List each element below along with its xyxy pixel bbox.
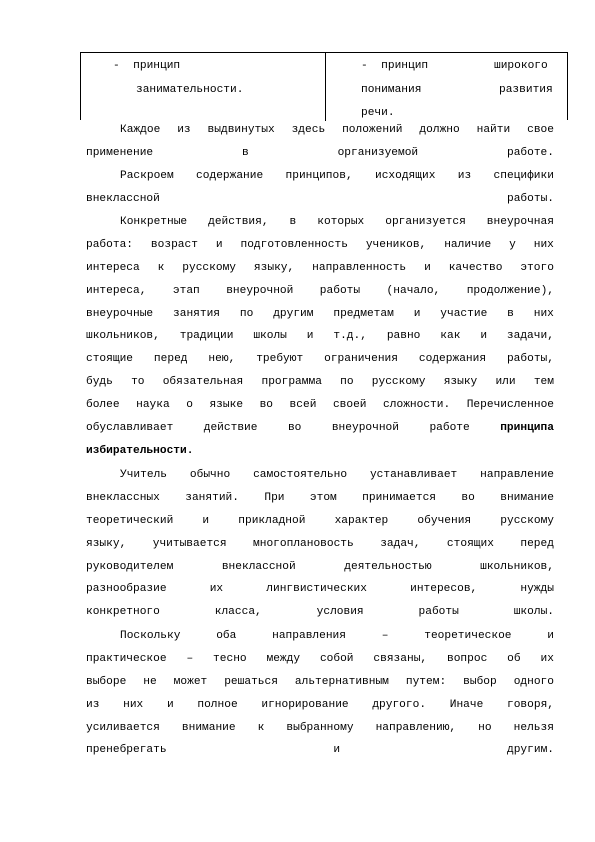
word: внеурочной [331,422,399,435]
text-line [86,694,554,717]
line-words [86,257,554,280]
word: языке [209,399,244,412]
text-line [86,440,554,463]
word: прикладной [238,514,306,527]
word: полное [197,698,238,711]
word: Поскольку [120,630,181,642]
line-words [86,510,554,533]
word: Раскроем [120,170,174,182]
word: между [266,652,301,665]
line-words [86,303,554,326]
text-line [86,142,554,165]
word: работы, [506,353,554,366]
word: Конкретные [120,216,188,228]
word: внимание [500,491,554,504]
word: их [209,583,224,596]
word: и [547,630,554,642]
word: к [257,721,265,734]
word: действия, [208,216,269,228]
line-words [120,625,554,648]
word: по [239,307,254,320]
word: во [259,399,274,412]
word: нельзя [513,721,554,734]
word: разнообразие [86,583,167,596]
word: внеклассной работы. [86,192,554,205]
text-line [86,487,554,510]
word: предметам [333,307,394,320]
word: них [533,307,554,320]
table-column-divider [325,53,326,121]
word: сложности. [383,399,451,412]
word: выбор [463,675,497,688]
word: При [264,491,285,504]
word: найти [476,124,511,136]
word: Перечисленное [466,399,554,412]
word: об [507,652,521,665]
word: но [478,721,492,734]
line-words [86,394,554,417]
line-words [86,188,554,211]
paragraph-1 [86,119,554,165]
text-line [86,648,554,671]
word: должно [419,124,460,136]
word: занятий. [185,491,239,504]
word: школьников, [86,330,160,343]
word: интереса [86,261,140,274]
word: своей [332,399,367,412]
text-line [86,671,554,694]
word: из [86,698,100,711]
text-line [86,234,554,257]
word: в [289,216,297,228]
word: качество [448,261,503,274]
word: путем: [405,675,447,688]
word: перед [520,537,554,550]
word: внеурочной [226,284,294,297]
word: учитывается [152,537,227,550]
word: характер [334,514,389,527]
word: или [495,376,516,389]
word: многоплановость [253,537,354,550]
principles-table [80,52,568,120]
word: не [143,675,157,688]
word: Каждое [120,124,161,136]
word: интереса, [86,284,147,297]
word: альтернативным [294,675,389,688]
word: обычно [189,469,231,481]
word: традиции [179,330,234,343]
word: нею, [208,353,236,366]
text-line [86,325,554,348]
word: решаться [224,675,278,688]
word: русскому [500,514,554,527]
text-line [86,625,554,648]
word: внимание [181,721,236,734]
word: содержание [196,170,264,182]
word: русскому [182,261,236,274]
line-words [120,119,554,142]
word: к [157,261,165,274]
word: оба [216,630,237,642]
word: них [533,238,554,251]
word: и [202,514,210,527]
word: обязательная [162,376,244,389]
word: школы [253,330,287,343]
word: говоря, [507,698,554,711]
word: принципов, [285,170,353,182]
text-line [86,717,554,740]
word: стоящих [446,537,494,550]
word: русскому [371,376,426,389]
word: языку, [86,537,127,550]
word: другим [273,307,314,320]
word: пренебрегать и другим. [86,744,554,757]
line-words [86,280,554,303]
word: в [507,307,514,320]
right-cell-line2-b: развития [499,84,553,96]
text-line [86,211,554,234]
word: направленность [312,261,407,274]
word: внеурочная [486,216,554,228]
word: и [166,698,174,711]
line-words [86,739,554,762]
word: выборе [86,675,127,688]
line-words [86,578,554,601]
word: программа [261,376,322,389]
text-line [86,464,554,487]
word: всей [289,399,317,412]
word: положений [342,124,403,136]
line-words [86,694,554,717]
word: задачи, [506,330,554,343]
text-line [86,371,554,394]
word: равно [386,330,421,343]
line-words [86,671,554,694]
word: у [509,238,516,251]
word: во [461,491,475,504]
word: Иначе [449,698,484,711]
word: о [186,399,193,412]
word: участие [440,307,488,320]
word: лингвистических [266,583,367,596]
word: во [287,422,302,435]
word: языку [443,376,478,389]
bold-word: избирательности. [86,444,194,457]
text-line [86,417,554,440]
line-words [86,717,554,740]
word: действие [203,422,258,435]
word: т.д., [333,330,367,343]
word: направления [272,630,346,642]
word: как [440,330,461,343]
word: руководителем [86,560,174,573]
word: направлению, [375,721,457,734]
word: то [131,376,145,389]
word: работы [319,284,361,297]
word: практическое [86,652,167,665]
word: обуславливает [86,422,174,435]
word: собой [319,652,354,665]
paragraph-3 [86,211,554,463]
line-words [86,371,554,394]
word: теоретический [86,514,174,527]
word: – [186,652,194,665]
text-line [86,556,554,579]
line-words [86,417,554,440]
word: этого [520,261,554,274]
text-line [86,188,554,211]
line-words [86,648,554,671]
word: теоретическое [424,630,512,642]
line-words [86,142,554,165]
word: продолжение), [466,284,554,297]
line-words [120,211,554,234]
word: обучения [417,514,472,527]
word: стоящие [86,353,133,366]
word: здесь [291,124,326,136]
line-words [86,325,554,348]
word: из [457,170,472,182]
text-line [86,280,554,303]
word: и [424,261,431,274]
word: ограничения [324,353,398,366]
word: деятельностью [344,560,432,573]
word: усиливается [86,721,160,734]
word: может [173,675,208,688]
text-line [86,510,554,533]
word: одного [513,675,554,688]
word: тесно [213,652,247,665]
left-cell-line1: - принцип [113,60,181,72]
word: этап [172,284,200,297]
text-line [86,578,554,601]
word: вопрос [447,652,488,665]
word: подготовленность [240,238,348,251]
word: учеников, [365,238,427,251]
word: их [540,652,554,665]
word: языку, [253,261,295,274]
word: интересов, [410,583,478,596]
word: нужды [520,583,554,596]
line-words [86,533,554,556]
text-line [86,739,554,762]
word: направление [480,469,554,481]
right-cell-line1-b: широкого [494,60,548,72]
word: применение в организуемой работе. [86,146,554,159]
word: и [480,330,488,343]
left-cell-line2: занимательности. [136,84,244,96]
word: задач, [380,537,421,550]
word: внеурочные [86,307,154,320]
word: связаны, [373,652,428,665]
word: игнорирование [261,698,349,711]
word: и [306,330,314,343]
text-line [86,348,554,371]
text-line [86,601,554,624]
word: устанавливает [369,469,458,481]
word: выдвинутых [207,124,275,136]
word: выбранному [286,721,354,734]
line-words [86,487,554,510]
paragraph-5 [86,625,554,762]
word: по [340,376,354,389]
text-line [86,119,554,142]
line-words [120,464,554,487]
word: (начало, [386,284,441,297]
word: принимается [362,491,437,504]
word: организуется [385,216,466,228]
word: принципа [500,422,554,435]
word: наличие [444,238,492,251]
text-line [86,165,554,188]
line-words [86,348,554,371]
paragraph-4 [86,464,554,624]
word: школьников, [480,560,554,573]
word: внеклассных [86,491,160,504]
word: внеклассной [221,560,296,573]
paragraph-2 [86,165,554,211]
word: самостоятельно [253,469,348,481]
word: работе [429,422,470,435]
word: конкретного класса, условия работы школы. [86,606,554,619]
word: них [123,698,144,711]
word: Учитель [120,469,167,481]
word: – [381,630,389,642]
right-cell-line1-a: - принцип [361,60,429,72]
word: этом [309,491,337,504]
word: специфики [493,170,554,182]
table-top-border [80,52,568,53]
word: другого. [372,698,427,711]
word: работа: [86,238,133,251]
text-line [86,257,554,280]
word: возраст [150,238,198,251]
text-line [86,394,554,417]
word: перед [153,353,188,366]
right-cell-line2-a: понимания [361,84,422,96]
word: содержания [418,353,487,366]
line-words [120,165,554,188]
right-cell-line3: речи. [361,107,395,119]
word: занятия [173,307,221,320]
word: из [177,124,191,136]
text-line [86,303,554,326]
word: требуют [256,353,304,366]
line-words [86,234,554,257]
word: тем [533,376,554,389]
word: и [215,238,223,251]
line-words [86,601,554,624]
text-line [86,533,554,556]
word: исходящих [374,170,436,182]
line-words [86,556,554,579]
word: которых [317,216,365,228]
word: и [413,307,421,320]
word: наука [136,399,170,412]
word: свое [527,124,554,136]
word: более [86,399,120,412]
word: будь [86,376,113,389]
